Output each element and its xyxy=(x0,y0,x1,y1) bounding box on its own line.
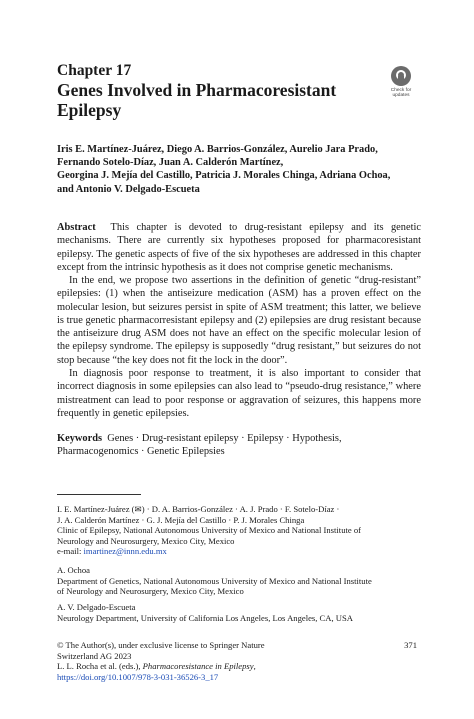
abstract-paragraph-2: In the end, we propose two assertions in the definition of genetic “drug-resistant” epilepsies: (1) when the antiseizure medication (ASM) has a proven effect on the molecular lesion, but seizures persist in spite of ASM treatment; this latter, we believe is true genetic pharmacorresistant epilepsy and (2) epilepsies are drug resistant because the antiseizure drug ASM does not have an effect on the specific molecular lesion of the epilepsy syndrome. The epilepsy is supposedly “drug resistant,” but seizures do not stop because “the key does not fit the lock in the door”. xyxy=(57,275,421,366)
page-number: 371 xyxy=(404,640,417,650)
abstract-paragraph xyxy=(57,221,421,274)
check-for-updates-badge[interactable] xyxy=(385,66,417,102)
copyright-line: © The Author(s), under exclusive license to Springer Nature xyxy=(57,640,265,650)
email-link[interactable]: imartinez@innn.edu.mx xyxy=(83,546,167,557)
author-line: Iris E. Martínez-Juárez, Diego A. Barrios-González, Aurelio Jara Prado, xyxy=(57,144,378,155)
author-line: Georgina J. Mejía del Castillo, Patricia J. Morales Chinga, Adriana Ochoa, xyxy=(57,170,391,182)
check-for-updates-icon xyxy=(391,66,411,86)
author-line: and Antonio V. Delgado-Escueta xyxy=(57,183,200,195)
affiliation-line: J. A. Calderón Martínez · G. J. Mejía del Castillo · P. J. Morales Chinga xyxy=(57,514,305,525)
abstract-text: This chapter is devoted to drug-resistant epilepsy and its genetic mechanisms. There are currently six hypotheses proposed for pharmacoresistant epilepsy. The genetic aspects of five of the six hypotheses are addressed in this chapter except from the intrinsic hypothesis as it does not comprise genetic mechanisms. xyxy=(57,222,421,273)
check-for-updates-text: Check for updates xyxy=(390,88,412,98)
keywords-text: Genes · Drug-resistant epilepsy · Epilepsy · Hypothesis, Pharmacogenomics · Genetic Epilepsies xyxy=(57,433,342,458)
copyright-line: Switzerland AG 2023 xyxy=(57,650,132,661)
affiliation-line: Neurology and Neurosurgery, Mexico City, Mexico xyxy=(57,535,235,546)
affiliation-group-1 xyxy=(57,504,427,557)
affiliation-line: A. Ochoa xyxy=(57,565,90,575)
copyright-block xyxy=(57,640,427,682)
footnote-divider xyxy=(57,494,141,495)
affiliation-line: A. V. Delgado-Escueta xyxy=(57,602,136,612)
affiliation-line: I. E. Martínez-Juárez (✉) · D. A. Barrios-González · A. J. Prado · F. Sotelo-Díaz · xyxy=(57,504,340,514)
doi-link[interactable]: https://doi.org/10.1007/978-3-031-36526-3_17 xyxy=(57,671,219,682)
affiliation-line: of Neurology and Neurosurgery, Mexico City, Mexico xyxy=(57,586,244,597)
affiliation-line: Department of Genetics, National Autonomous University of Mexico and National Institute xyxy=(57,575,372,586)
affiliation-line: Clinic of Epilepsy, National Autonomous University of Mexico and National Institute of xyxy=(57,525,361,536)
chapter-number: Chapter 17 xyxy=(57,62,132,79)
abstract-paragraph-3: In diagnosis poor response to treatment, it is also important to consider that incorrect diagnosis in some epilepsies can also lead to “pseudo-drug resistance,” where mistreatment can lead to poor response or aggravation of seizures, this happens more frequently in genetic epilepsies. xyxy=(57,368,421,419)
chapter-title: Genes Involved in Pharmacoresistant Epilepsy xyxy=(57,80,337,120)
email-line: e-mail: imartinez@innn.edu.mx xyxy=(57,546,167,557)
affiliation-group-2 xyxy=(57,565,427,597)
author-list xyxy=(57,143,427,196)
keywords-paragraph xyxy=(57,432,421,459)
citation-line: L. L. Rocha et al. (eds.), Pharmacoresistance in Epilepsy, xyxy=(57,661,256,672)
affiliation-group-3 xyxy=(57,602,427,623)
affiliation-line: Neurology Department, University of California Los Angeles, Los Angeles, CA, USA xyxy=(57,612,353,623)
book-title: Pharmacoresistance in Epilepsy xyxy=(142,661,254,672)
abstract-heading: Abstract xyxy=(57,222,96,233)
keywords-heading: Keywords xyxy=(57,433,103,444)
author-line: Fernando Sotelo-Díaz, Juan A. Calderón Martínez, xyxy=(57,157,284,169)
